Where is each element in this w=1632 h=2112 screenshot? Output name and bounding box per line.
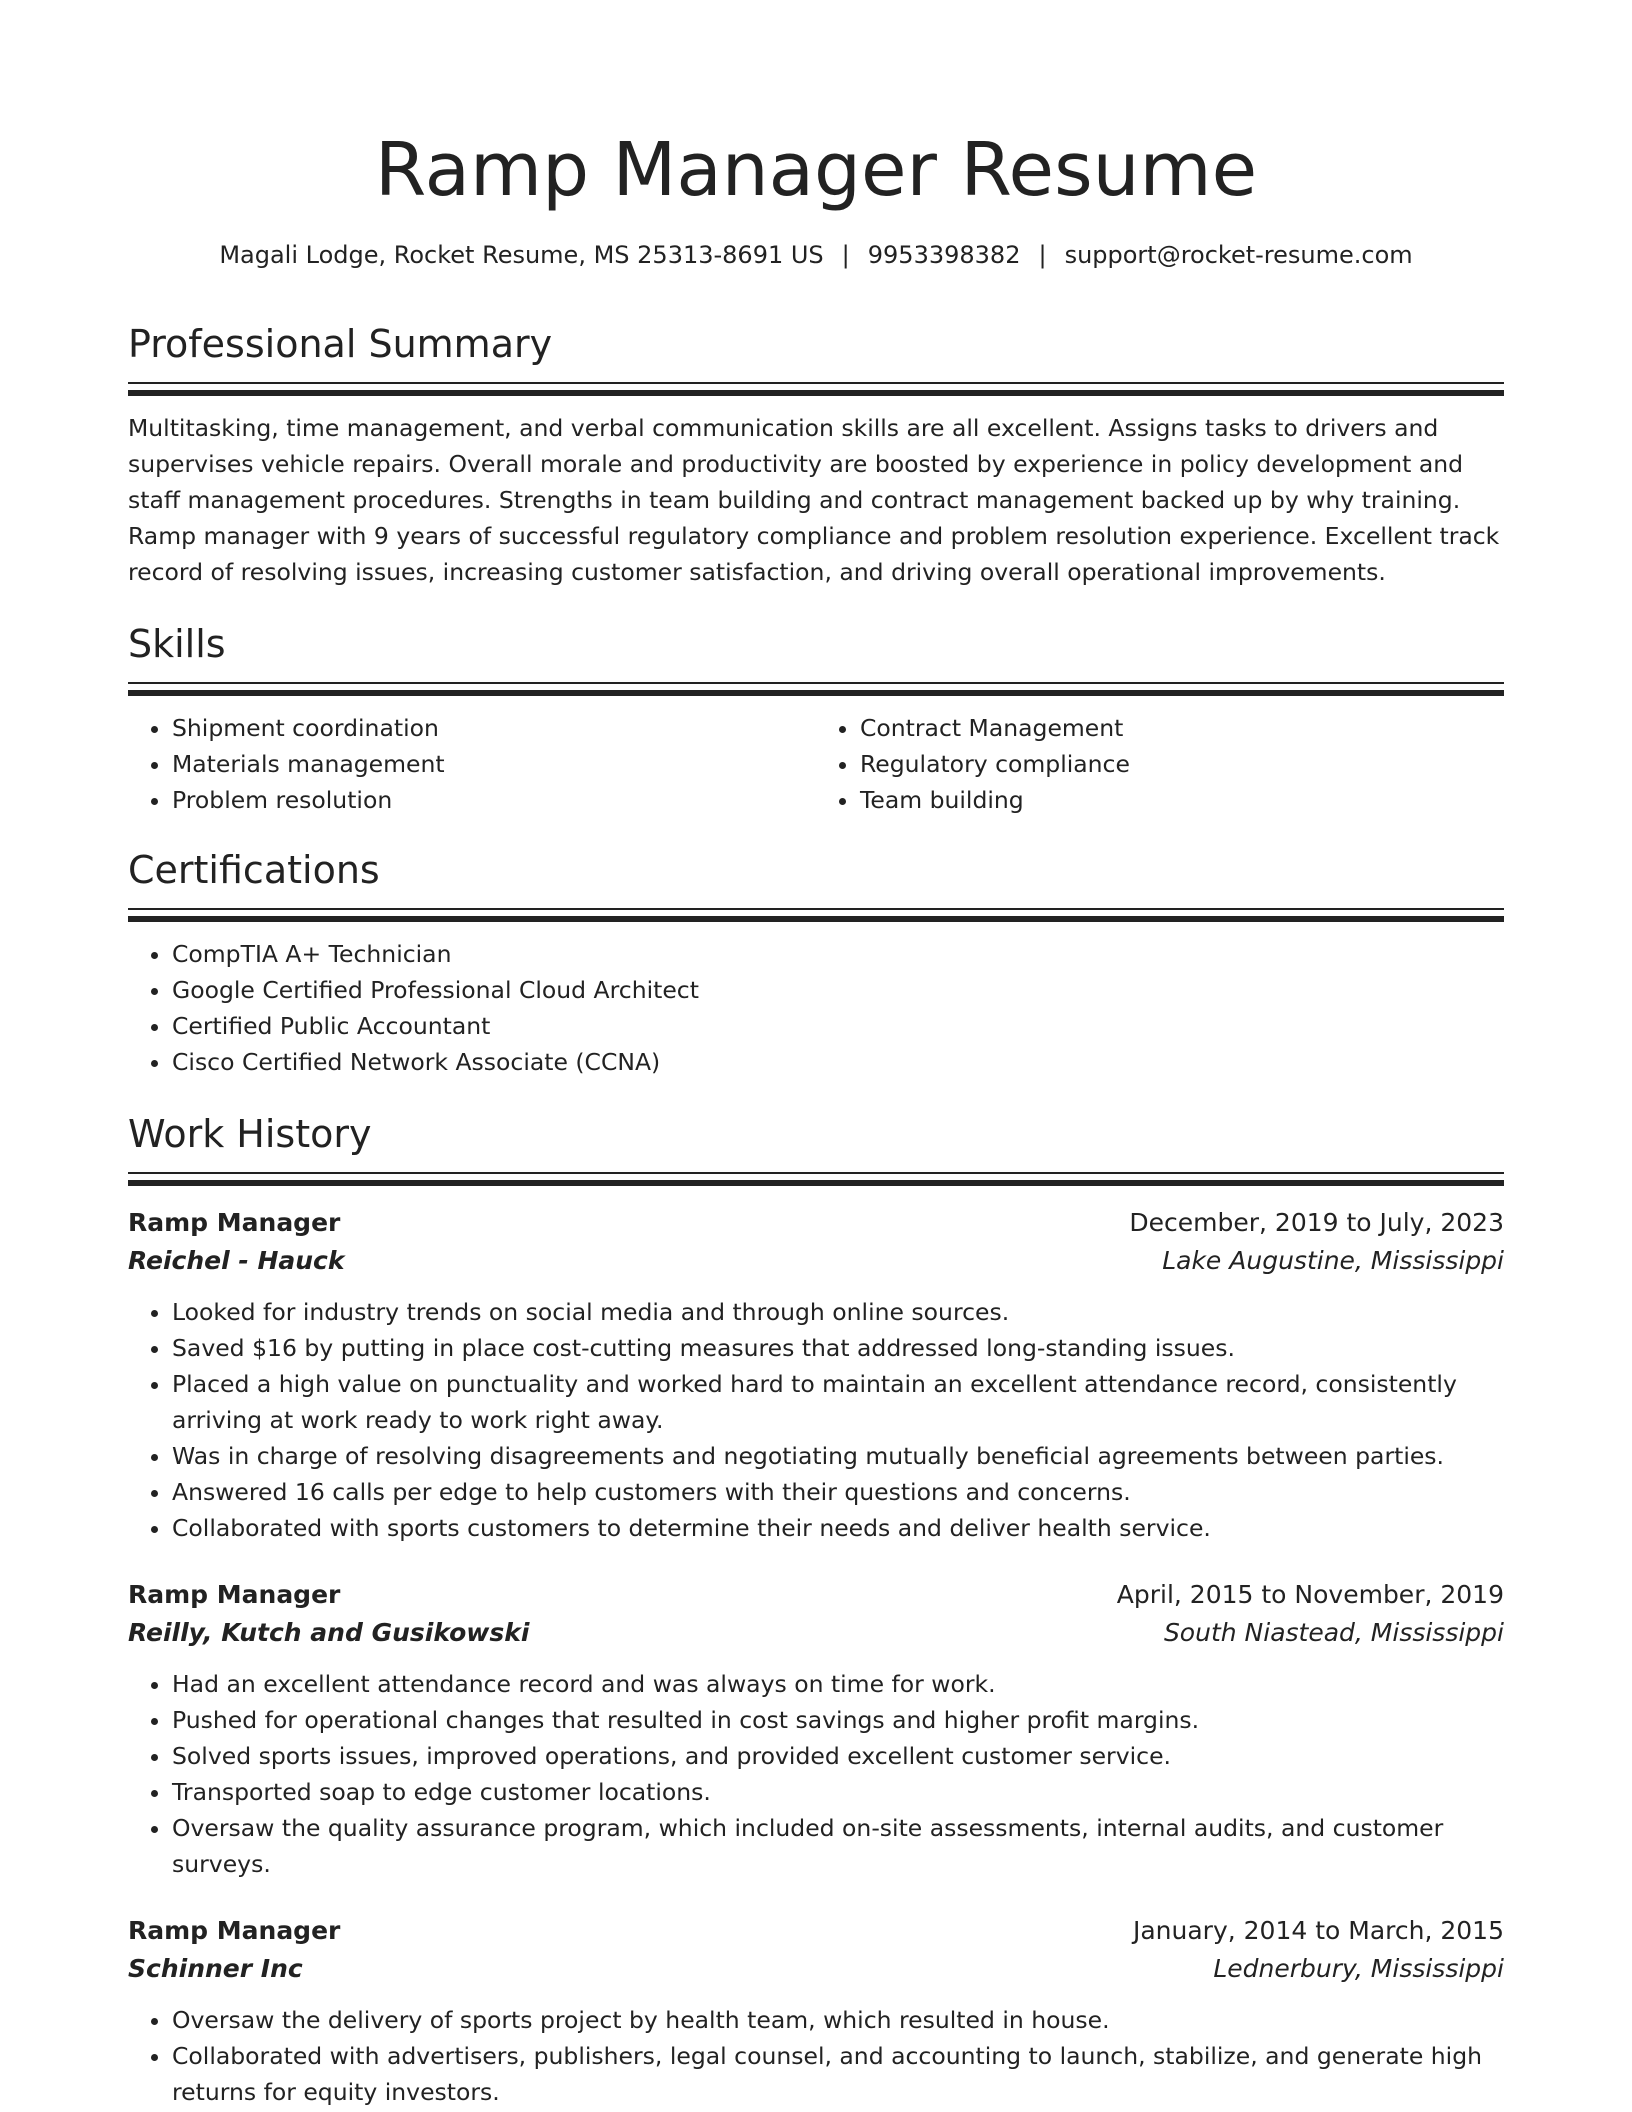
job-subheader <box>128 1614 1504 1652</box>
skill-item: • Problem resolution <box>172 782 816 818</box>
job-bullet: • Oversaw the delivery of sports project by health team, which resulted in house. <box>172 2002 1504 2038</box>
skill-item: • Materials management <box>172 746 816 782</box>
contact-address: Magali Lodge, Rocket Resume, MS 25313-8691 US <box>219 241 824 269</box>
job-bullet: • Pushed for operational changes that resulted in cost savings and higher profit margins. <box>172 1702 1504 1738</box>
job-bullet: • Answered 16 calls per edge to help customers with their questions and concerns. <box>172 1474 1504 1510</box>
certification-item: • Cisco Certified Network Associate (CCNA) <box>172 1044 1504 1080</box>
job-subheader <box>128 1950 1504 1988</box>
skills-section <box>128 620 1504 818</box>
certification-item: • CompTIA A+ Technician <box>172 936 1504 972</box>
contact-separator: | <box>841 241 850 269</box>
certification-item: • Google Certified Professional Cloud Architect <box>172 972 1504 1008</box>
skill-item: • Team building <box>860 782 1504 818</box>
job-title: Ramp Manager <box>128 1916 341 1945</box>
skill-item: • Regulatory compliance <box>860 746 1504 782</box>
job-header <box>128 1912 1504 1950</box>
job-location: Lednerbury, Mississippi <box>1213 1954 1504 1983</box>
job-dates: December, 2019 to July, 2023 <box>1129 1208 1504 1237</box>
job-company: Reilly, Kutch and Gusikowski <box>128 1618 530 1647</box>
job-bullet: • Solved sports issues, improved operations, and provided excellent customer service. <box>172 1738 1504 1774</box>
certification-item: • Certified Public Accountant <box>172 1008 1504 1044</box>
job-entry <box>128 1912 1504 2110</box>
job-title: Ramp Manager <box>128 1208 341 1237</box>
job-company: Reichel - Hauck <box>128 1246 345 1275</box>
job-bullet: • Oversaw the quality assurance program, which included on-site assessments, internal audits, and customer surveys. <box>172 1810 1504 1882</box>
job-bullet: • Was in charge of resolving disagreements and negotiating mutually beneficial agreements between parties. <box>172 1438 1504 1474</box>
job-entry <box>128 1576 1504 1882</box>
job-bullet: • Placed a high value on punctuality and worked hard to maintain an excellent attendance record, consistently arriving at work ready to work right away. <box>172 1366 1504 1438</box>
work-history-section <box>128 1110 1504 2110</box>
job-bullet: • Had an excellent attendance record and was always on time for work. <box>172 1666 1504 1702</box>
section-divider <box>128 1172 1504 1186</box>
job-bullets <box>128 2002 1504 2110</box>
job-subheader <box>128 1242 1504 1280</box>
contact-phone: 9953398382 <box>867 241 1021 269</box>
skill-item: • Shipment coordination <box>172 710 816 746</box>
job-bullets <box>128 1294 1504 1546</box>
job-bullets <box>128 1666 1504 1882</box>
section-divider <box>128 908 1504 922</box>
skills-heading: Skills <box>128 622 226 666</box>
page-title: Ramp Manager Resume <box>374 127 1258 213</box>
skill-item: • Contract Management <box>860 710 1504 746</box>
job-header <box>128 1204 1504 1242</box>
job-bullet: • Collaborated with advertisers, publishers, legal counsel, and accounting to launch, stabilize, and generate high returns for equity investors. <box>172 2038 1504 2110</box>
skills-columns <box>128 710 1504 818</box>
skills-list-right <box>816 710 1504 818</box>
job-bullet: • Transported soap to edge customer locations. <box>172 1774 1504 1810</box>
job-title: Ramp Manager <box>128 1580 341 1609</box>
job-dates: April, 2015 to November, 2019 <box>1116 1580 1504 1609</box>
summary-heading: Professional Summary <box>128 322 553 366</box>
skills-list-left <box>128 710 816 818</box>
section-divider <box>128 682 1504 696</box>
contact-separator: | <box>1038 241 1047 269</box>
job-dates: January, 2014 to March, 2015 <box>1132 1916 1504 1945</box>
job-entry <box>128 1204 1504 1546</box>
job-bullet: • Saved $16 by putting in place cost-cutting measures that addressed long-standing issues. <box>172 1330 1504 1366</box>
job-location: Lake Augustine, Mississippi <box>1162 1246 1504 1275</box>
job-header <box>128 1576 1504 1614</box>
summary-section <box>128 320 1504 590</box>
section-divider <box>128 382 1504 396</box>
certifications-section <box>128 846 1504 1080</box>
work-history-heading: Work History <box>128 1112 372 1156</box>
summary-text: Multitasking, time management, and verbal communication skills are all excellent. Assigns tasks to drivers and supervises vehicle repairs. Overall morale and productivity are boosted by experience in policy development and staff management procedures. Strengths in team building and contract management backed up by why training. Ramp manager with 9 years of successful regulatory compliance and problem resolution experience. Excellent track record of resolving issues, increasing customer satisfaction, and driving overall operational improvements. <box>128 414 1500 586</box>
certifications-heading: Certifications <box>128 848 380 892</box>
contact-email[interactable]: support@rocket-resume.com <box>1064 241 1413 269</box>
job-bullet: • Looked for industry trends on social media and through online sources. <box>172 1294 1504 1330</box>
job-bullet: • Collaborated with sports customers to determine their needs and deliver health service. <box>172 1510 1504 1546</box>
job-location: South Niastead, Mississippi <box>1163 1618 1504 1647</box>
certifications-list <box>128 936 1504 1080</box>
job-company: Schinner Inc <box>128 1954 303 1983</box>
contact-line <box>128 238 1504 272</box>
